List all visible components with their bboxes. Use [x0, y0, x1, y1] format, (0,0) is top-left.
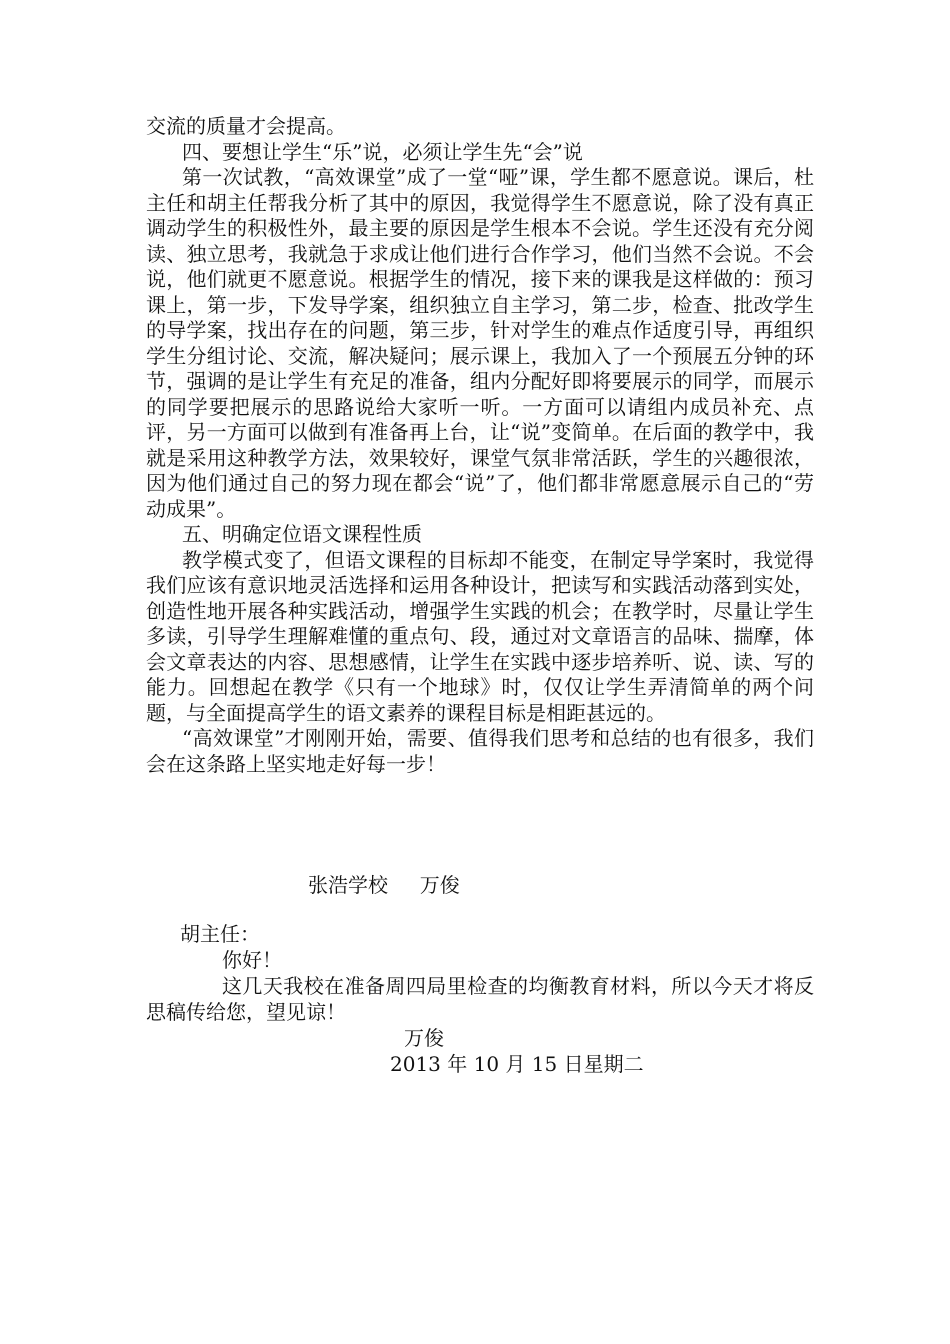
paragraph-conclusion: “高效课堂”才刚刚开始，需要、值得我们思考和总结的也有很多，我们会在这条路上坚实地走好每一步！	[146, 726, 814, 776]
section-heading-4: 四、要想让学生“乐”说，必须让学生先“会”说	[182, 139, 583, 164]
paragraph-continuation: 交流的质量才会提高。	[146, 114, 346, 138]
letter-sign: 万俊	[404, 1026, 444, 1050]
paragraph-section-4: 第一次试教，“高效课堂”成了一堂“哑”课，学生都不愿意说。课后，杜主任和胡主任帮我分析了其中的原因，我觉得学生不愿意说，除了没有真正调动学生的积极性外，最主要的原因是学生根本不会说。学生还没有充分阅读、独立思考，我就急于求成让他们进行合作学习，他们当然不会说。不会说，他们就更不愿意说。根据学生的情况，接下来的课我是这样做的：预习课上，第一步，下发导学案，组织独立自主学习，第二步，检查、批改学生的导学案，找出存在的问题，第三步，针对学生的难点作适度引导，再组织学生分组讨论、交流，解决疑问；展示课上，我加入了一个预展五分钟的环节，强调的是让学生有充足的准备，组内分配好即将要展示的同学，而展示的同学要把展示的思路说给大家听一听。一方面可以请组内成员补充、点评，另一方面可以做到有准备再上台，让“说”变简单。在后面的教学中，我就是采用这种教学方法，效果较好，课堂气氛非常活跃，学生的兴趣很浓，因为他们通过自己的努力现在都会“说”了，他们都非常愿意展示自己的“劳动成果”。	[146, 165, 814, 521]
reflection-text	[146, 114, 814, 777]
letter-greeting: 你好！	[222, 948, 282, 972]
letter-date: 2013 年 10 月 15 日星期二	[390, 1052, 644, 1076]
paragraph-section-5: 教学模式变了，但语文课程的目标却不能变，在制定导学案时，我觉得我们应该有意识地灵活选择和运用各种设计，把读写和实践活动落到实处，创造性地开展各种实践活动，增强学生实践的机会；在教学时，尽量让学生多读，引导学生理解难懂的重点句、段，通过对文章语言的品味、揣摩，体会文章表达的内容、思想感情，让学生在实践中逐步培养听、说、读、写的能力。回想起在教学《只有一个地球》时，仅仅让学生弄清简单的两个问题，与全面提高学生的语文素养的课程目标是相距甚远的。	[146, 547, 814, 725]
author-signature: 张浩学校 万俊	[308, 873, 460, 897]
letter-salutation: 胡主任：	[180, 922, 260, 946]
letter-body: 这几天我校在准备周四局里检查的均衡教育材料，所以今天才将反思稿传给您，望见谅！	[146, 974, 814, 1024]
section-heading-5: 五、明确定位语文课程性质	[182, 522, 422, 546]
cover-letter	[146, 921, 814, 1077]
